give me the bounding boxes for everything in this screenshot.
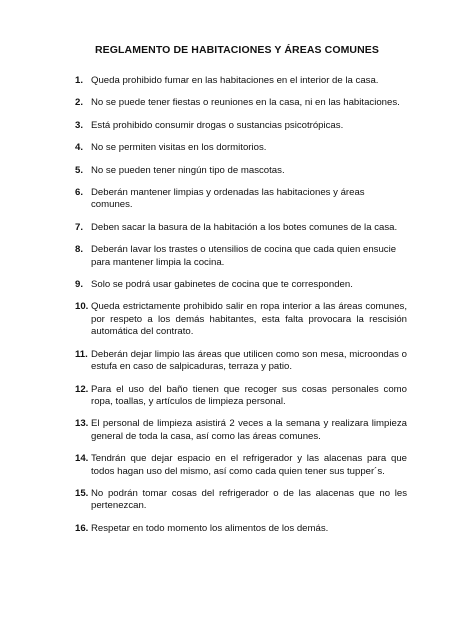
rule-text: Deberán lavar los trastes o utensilios de cocina que cada quien ensucie para mantener limpia la cocina. (91, 244, 397, 268)
rule-text: Para el uso del baño tienen que recoger sus cosas personales como ropa, toallas, y artículos de limpieza personal. (91, 383, 407, 407)
rule-number: 4. (75, 142, 84, 154)
rule-item (75, 349, 407, 374)
rule-text: Deben sacar la basura de la habitación a los botes comunes de la casa. (91, 221, 398, 233)
document-title: REGLAMENTO DE HABITACIONES Y ÁREAS COMUNES (94, 44, 380, 56)
rule-number: 11. (75, 348, 88, 360)
rule-number: 13. (75, 418, 89, 430)
rule-number: 8. (75, 244, 84, 256)
rule-text: Tendrán que dejar espacio en el refrigerador y las alacenas para que todos hagan uso del mismo, así como cada quien tener sus tupper´s. (91, 453, 407, 477)
rule-number: 10. (75, 301, 89, 313)
rule-number: 9. (75, 279, 84, 291)
rule-text: No se pueden tener ningún tipo de mascotas. (91, 164, 285, 176)
rule-text: Respetar en todo momento los alimentos de los demás. (91, 522, 329, 534)
rule-number: 6. (75, 187, 84, 199)
rule-item (75, 222, 407, 234)
rule-text: No podrán tomar cosas del refrigerador o de las alacenas que no les pertenezcan. (91, 487, 407, 512)
rule-number: 2. (75, 97, 84, 109)
rule-number: 7. (75, 221, 84, 233)
rule-text: El personal de limpieza asistirá 2 veces a la semana y realizara limpieza general de toda la casa, así como las áreas comunes. (91, 418, 407, 442)
rule-text: No se permiten visitas en los dormitorios. (91, 142, 267, 154)
rule-item (75, 418, 407, 443)
rule-text: Está prohibido consumir drogas o sustancias psicotrópicas. (91, 119, 344, 131)
rule-text: Queda estrictamente prohibido salir en ropa interior a las áreas comunes, por respeto a los demás habitantes, esta falta provocara la rescisión automática del contrato. (91, 301, 407, 338)
rule-item (75, 244, 407, 269)
rule-number: 16. (75, 522, 89, 534)
rule-item (75, 301, 407, 338)
rule-item (75, 165, 407, 177)
rule-item (75, 142, 407, 154)
rule-item (75, 187, 407, 212)
rule-item (75, 279, 407, 291)
rule-item (75, 75, 407, 87)
rule-text: No se puede tener fiestas o reuniones en la casa, ni en las habitaciones. (91, 97, 400, 109)
rule-item (75, 384, 407, 409)
rule-item (75, 97, 407, 109)
rule-text: Solo se podrá usar gabinetes de cocina que te corresponden. (91, 279, 353, 291)
rule-text: Deberán mantener limpias y ordenadas las habitaciones y áreas comunes. (91, 187, 365, 211)
rule-text: Deberán dejar limpio las áreas que utilicen como son mesa, microondas o estufa en caso de salpicaduras, terraza y patio. (91, 348, 407, 373)
rule-number: 12. (75, 383, 89, 395)
rule-text: Queda prohibido fumar en las habitaciones en el interior de la casa. (91, 75, 379, 86)
rule-item (75, 523, 407, 535)
rules-list (75, 75, 407, 545)
rule-number: 14. (75, 453, 89, 465)
rule-item (75, 488, 407, 513)
rule-item (75, 453, 407, 478)
rule-number: 15. (75, 487, 89, 499)
rule-number: 1. (75, 75, 84, 86)
rule-item (75, 120, 407, 132)
rule-number: 3. (75, 119, 84, 131)
rule-number: 5. (75, 164, 84, 176)
